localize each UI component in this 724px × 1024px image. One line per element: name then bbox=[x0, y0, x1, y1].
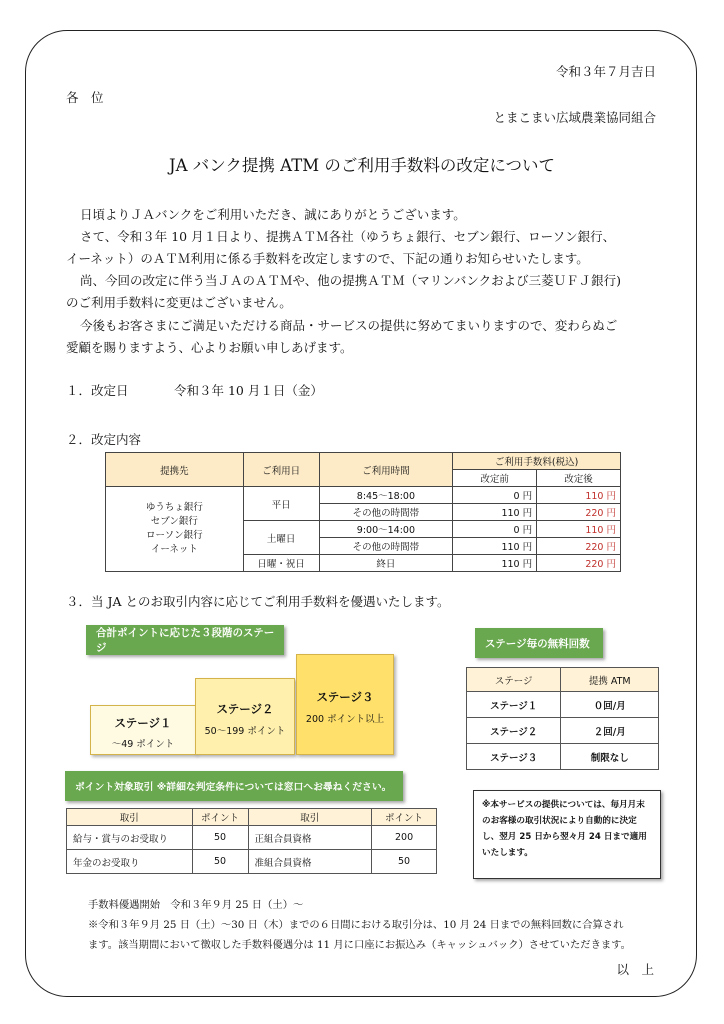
stages-banner: 合計ポイントに応じた３段階のステージ bbox=[86, 625, 284, 655]
stage-2-name: ステージ２ bbox=[216, 702, 274, 716]
table-row: ステージ２ bbox=[467, 718, 561, 744]
table-row: ステージ３ bbox=[467, 744, 561, 770]
section-2-label: ２．改定内容 bbox=[66, 432, 142, 447]
table-row: ０回/月 bbox=[561, 692, 659, 718]
table-row-after: 110 円 bbox=[537, 521, 621, 538]
table-row-before: 110 円 bbox=[453, 538, 537, 555]
footer-note-line-2: ます。該当期間において徴収した手数料優遇分は 11 月に口座にお振込み（キャッシュバック）させていただきます。 bbox=[88, 939, 631, 951]
header-after: 改定後 bbox=[537, 470, 621, 487]
paragraph-2-line-1: さて、令和３年 10 月１日より、提携ＡＴＭ各社（ゆうちょ銀行、セブン銀行、ローソン銀行、 bbox=[80, 229, 616, 244]
closing-mark: 以 上 bbox=[616, 962, 654, 977]
paragraph-1: 日頃よりＪＡバンクをご利用いただき、誠にありがとうございます。 bbox=[80, 207, 466, 222]
partner-seven: セブン銀行 bbox=[150, 516, 198, 527]
section-3-label: ３．当 JA とのお取引内容に応じてご利用手数料を優遇いたします。 bbox=[66, 594, 450, 609]
table-row-after: 220 円 bbox=[537, 555, 621, 572]
addressee: 各 位 bbox=[66, 90, 104, 105]
partner-list bbox=[106, 487, 244, 572]
table-row: 准組合員資格 bbox=[248, 850, 372, 874]
stage-1-range: ～49 ポイント bbox=[111, 739, 175, 750]
revision-date: 令和３年 10 月１日（金） bbox=[174, 383, 323, 398]
fee-table bbox=[105, 452, 621, 572]
header-partner: 提携先 bbox=[106, 453, 244, 487]
discount-start: 手数料優遇開始 令和３年９月 25 日（土）～ bbox=[88, 899, 304, 911]
partner-yucho: ゆうちょ銀行 bbox=[145, 502, 203, 513]
table-row: 50 bbox=[192, 850, 248, 874]
footer-note-line-1: ※令和３年９月 25 日（土）～30 日（木）までの６日間における取引分は、10 月 24 日までの無料回数に合算され bbox=[88, 919, 624, 931]
section-1-label: １．改定日 bbox=[66, 383, 129, 398]
stage-3-range: 200 ポイント以上 bbox=[305, 714, 385, 725]
stage-2-step bbox=[195, 678, 295, 755]
paragraph-3-line-2: のご利用手数料に変更はございません。 bbox=[66, 295, 292, 310]
free-count-header-atm: 提携 ATM bbox=[561, 668, 659, 692]
points-header-trade: 取引 bbox=[67, 809, 193, 826]
header-time: ご利用時間 bbox=[319, 453, 453, 487]
partner-enet: イーネット bbox=[150, 544, 198, 555]
header-fee: ご利用手数料(税込) bbox=[453, 453, 621, 470]
table-row: ステージ１ bbox=[467, 692, 561, 718]
table-row: 正組合員資格 bbox=[248, 826, 372, 850]
table-row: 200 bbox=[372, 826, 437, 850]
table-row-before: 110 円 bbox=[453, 555, 537, 572]
table-row: 50 bbox=[372, 850, 437, 874]
issuer-name: とまこまい広域農業協同組合 bbox=[493, 110, 656, 125]
points-header-trade-2: 取引 bbox=[248, 809, 372, 826]
table-row-time: 終日 bbox=[319, 555, 453, 572]
table-row-time: 8:45～18:00 bbox=[319, 487, 453, 504]
table-row-after: 220 円 bbox=[537, 538, 621, 555]
service-note-line: いたします。 bbox=[482, 848, 533, 858]
stage-1-name: ステージ１ bbox=[114, 716, 172, 730]
table-row: 50 bbox=[192, 826, 248, 850]
paragraph-4-line-2: 愛顧を賜りますよう、心よりお願い申しあげます。 bbox=[66, 340, 353, 355]
stage-2-range: 50～199 ポイント bbox=[204, 726, 286, 737]
points-header-point-2: ポイント bbox=[372, 809, 437, 826]
issue-date: 令和３年７月吉日 bbox=[555, 64, 656, 79]
partner-lawson: ローソン銀行 bbox=[146, 530, 203, 541]
stage-1-step bbox=[90, 705, 196, 755]
table-row-time: 9:00～14:00 bbox=[319, 521, 453, 538]
table-row-before: 110 円 bbox=[453, 504, 537, 521]
service-note-line: ※本サービスの提供については、毎月月末 bbox=[482, 800, 645, 810]
free-count-header-stage: ステージ bbox=[467, 668, 561, 692]
service-note-line: のお客様の取引状況により自動的に決定 bbox=[482, 816, 637, 826]
paragraph-3-line-1: 尚、今回の改定に伴う当ＪＡのＡＴＭや、他の提携ＡＴＭ（マリンバンクおよび三菱ＵＦＪ銀行) bbox=[80, 273, 622, 288]
free-count-banner: ステージ毎の無料回数 bbox=[475, 628, 603, 658]
table-row: 年金のお受取り bbox=[67, 850, 193, 874]
service-note-box bbox=[473, 790, 661, 879]
document-title: JA バンク提携 ATM のご利用手数料の改定について bbox=[168, 156, 556, 175]
header-day: ご利用日 bbox=[243, 453, 319, 487]
header-before: 改定前 bbox=[453, 470, 537, 487]
table-row-before: 0 円 bbox=[453, 487, 537, 504]
points-banner: ポイント対象取引 ※詳細な判定条件については窓口へお尋ねください。 bbox=[65, 771, 403, 801]
day-weekday: 平日 bbox=[243, 487, 319, 521]
table-row-time: その他の時間帯 bbox=[319, 538, 453, 555]
paragraph-2-line-2: イーネット）のＡＴＭ利用に係る手数料を改定しますので、下記の通りお知らせいたします。 bbox=[66, 251, 589, 266]
day-holiday: 日曜・祝日 bbox=[243, 555, 319, 572]
day-saturday: 土曜日 bbox=[243, 521, 319, 555]
points-table bbox=[66, 808, 437, 874]
table-row: 給与・賞与のお受取り bbox=[67, 826, 193, 850]
table-row-after: 110 円 bbox=[537, 487, 621, 504]
stage-3-step bbox=[296, 654, 394, 755]
table-row-before: 0 円 bbox=[453, 521, 537, 538]
free-count-table bbox=[466, 667, 659, 770]
table-row: 制限なし bbox=[561, 744, 659, 770]
table-row: ２回/月 bbox=[561, 718, 659, 744]
table-row-time: その他の時間帯 bbox=[319, 504, 453, 521]
points-header-point: ポイント bbox=[192, 809, 248, 826]
stage-3-name: ステージ３ bbox=[316, 690, 374, 704]
table-row-after: 220 円 bbox=[537, 504, 621, 521]
paragraph-4-line-1: 今後もお客さまにご満足いただける商品・サービスの提供に努めてまいりますので、変わらぬご bbox=[80, 318, 618, 333]
service-note-line: し、翌月 25 日から翌々月 24 日まで適用 bbox=[482, 832, 647, 842]
